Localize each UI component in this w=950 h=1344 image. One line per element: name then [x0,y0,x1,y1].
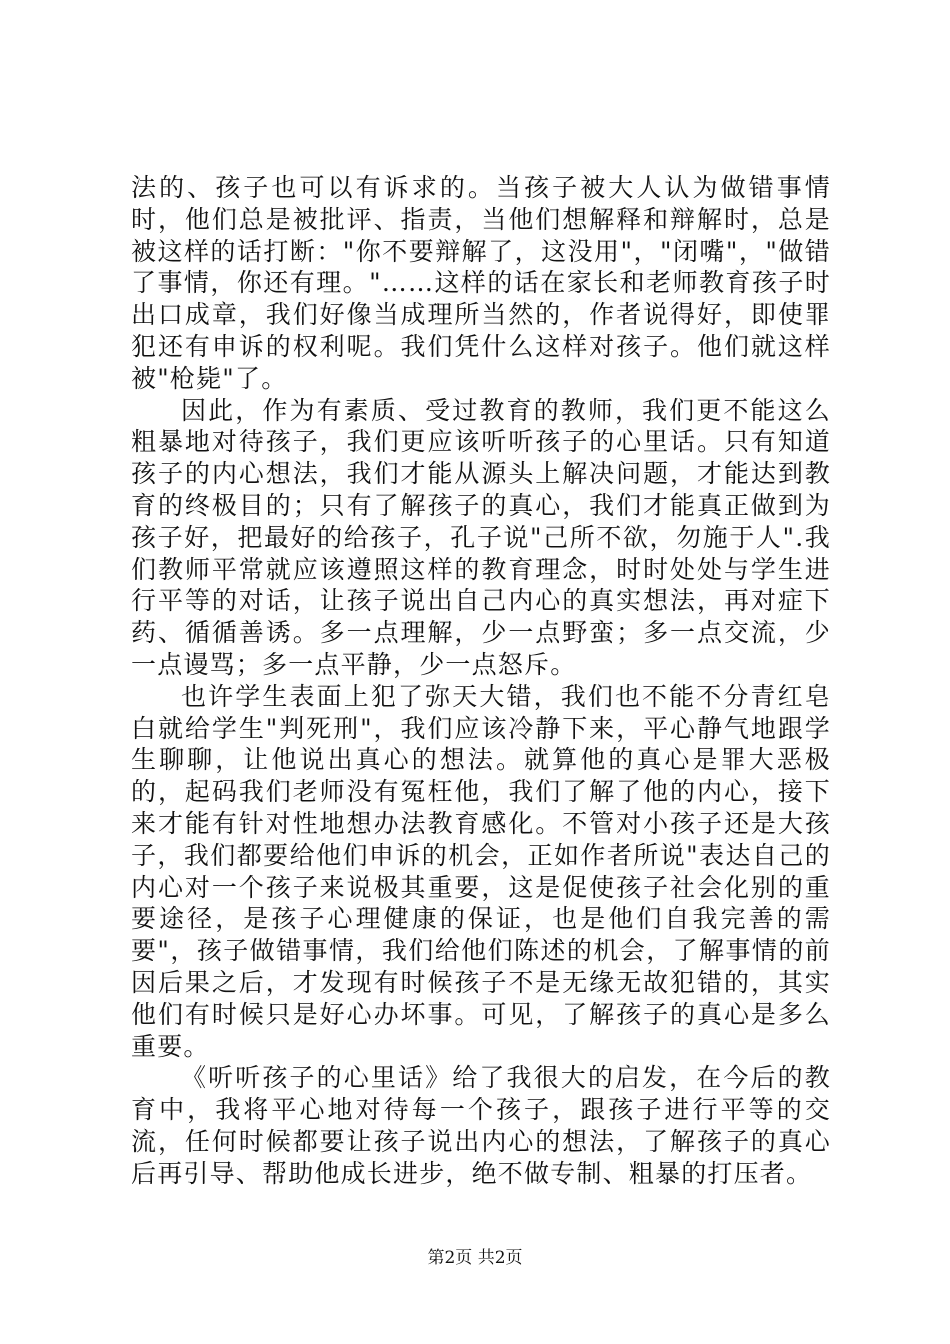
paragraph-continued: 法的、孩子也可以有诉求的。当孩子被大人认为做错事情时，他们总是被批评、指责，当他们想解释和辩解时，总是被这样的话打断："你不要辩解了，这没用"，"闭嘴"，"做错了事情，你还有理。"……这样的话在家长和老师教育孩子时出口成章，我们好像当成理所当然的，作者说得好，即使罪犯还有申诉的权利呢。我们凭什么这样对孩子。他们就这样被"枪毙"了。 [131,173,831,393]
paragraph: 因此，作为有素质、受过教育的教师，我们更不能这么粗暴地对待孩子，我们更应该听听孩子的心里话。只有知道孩子的内心想法，我们才能从源头上解决问题，才能达到教育的终极目的；只有了解孩子的真心，我们才能真正做到为孩子好，把最好的给孩子，孔子说"己所不欲，勿施于人".我们教师平常就应该遵照这样的教育理念，时时处处与学生进行平等的对话，让孩子说出自己内心的真实想法，再对症下药、循循善诱。多一点理解，少一点野蛮；多一点交流，少一点谩骂；多一点平静，少一点怒斥。 [131,395,831,679]
paragraph: 也许学生表面上犯了弥天大错，我们也不能不分青红皂白就给学生"判死刑"，我们应该冷静下来，平心静气地跟学生聊聊，让他说出真心的想法。就算他的真心是罪大恶极的，起码我们老师没有冤枉他，我们了解了他的内心，接下来才能有针对性地想办法教育感化。不管对小孩子还是大孩子，我们都要给他们申诉的机会，正如作者所说"表达自己的内心对一个孩子来说极其重要，这是促使孩子社会化别的重要途径，是孩子心理健康的保证，也是他们自我完善的需要"，孩子做错事情，我们给他们陈述的机会，了解事情的前因后果之后，才发现有时候孩子不是无缘无故犯错的，其实他们有时候只是好心办坏事。可见，了解孩子的真心是多么重要。 [131,681,831,1061]
page-number-footer: 第2页 共2页 [427,1248,523,1268]
document-body [131,172,831,1190]
paragraph: 《听听孩子的心里话》给了我很大的启发，在今后的教育中，我将平心地对待每一个孩子，跟孩子进行平等的交流，任何时候都要让孩子说出内心的想法，了解孩子的真心后再引导、帮助他成长进步，绝不做专制、粗暴的打压者。 [131,1063,831,1188]
